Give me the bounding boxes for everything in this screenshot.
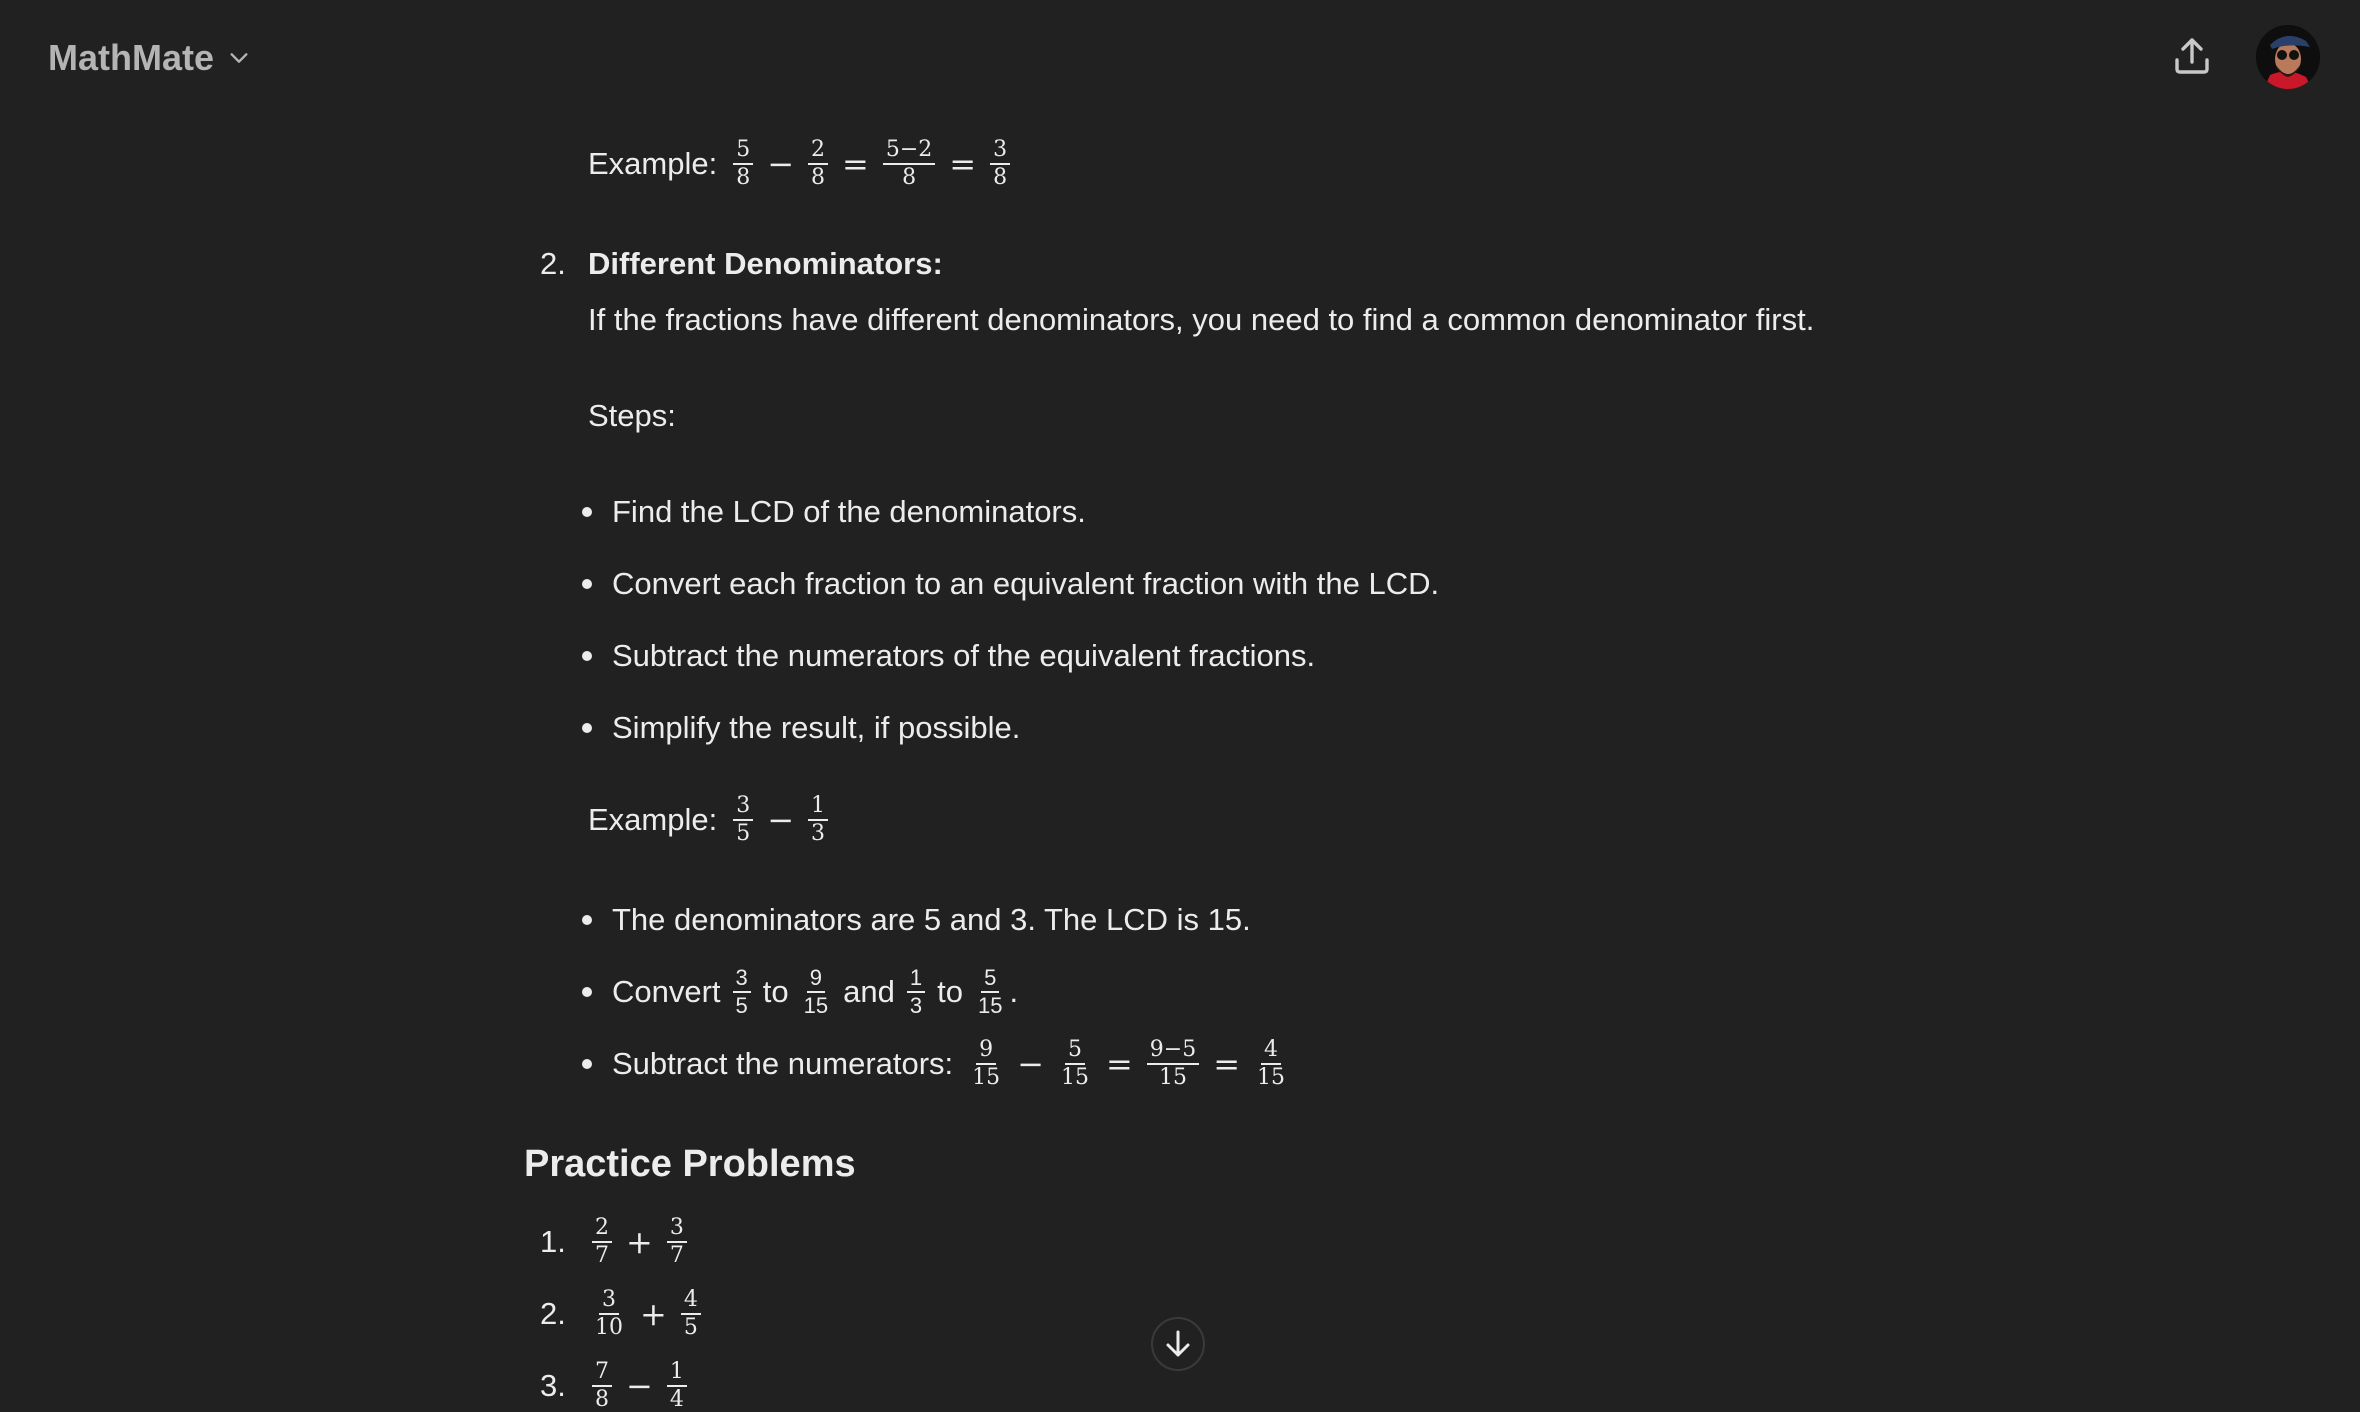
bullet-icon [582, 579, 592, 589]
math-operator: = [842, 145, 869, 183]
denominator: 8 [595, 1387, 609, 1412]
numerator: 1 [667, 1360, 687, 1387]
fraction [733, 966, 751, 1018]
bullet-icon [582, 915, 592, 925]
denominator: 8 [736, 165, 751, 190]
bullet-icon [582, 723, 592, 733]
practice-problem [540, 1216, 691, 1268]
math-expression [965, 1038, 1292, 1090]
bullet-icon [582, 1059, 592, 1069]
denominator: 8 [811, 165, 826, 190]
denominator: 15 [1060, 1065, 1089, 1090]
numerator: 9 [976, 1038, 996, 1065]
word: Convert [612, 974, 721, 1009]
numerator: 3 [733, 794, 753, 821]
fraction [592, 1360, 612, 1412]
fraction [667, 1216, 687, 1268]
step-text: Subtract the numerators: [612, 1046, 954, 1081]
denominator: 15 [1257, 1065, 1286, 1090]
step-text: Subtract the numerators of the equivalent fractions. [612, 638, 1316, 673]
denominator: 7 [669, 1243, 684, 1268]
list-number: 2. [540, 246, 566, 281]
list-item [612, 706, 1020, 750]
numerator: 3 [990, 138, 1010, 165]
user-avatar-image [2256, 25, 2320, 89]
math-operator: = [1213, 1045, 1241, 1083]
denominator: 15 [803, 993, 829, 1018]
math-expression [588, 1360, 691, 1412]
fraction [801, 966, 831, 1018]
numerator: 2 [592, 1216, 612, 1243]
list-item [612, 898, 1251, 942]
numerator: 4 [1261, 1038, 1281, 1065]
example-label: Example: [588, 802, 718, 837]
model-name: MathMate [48, 37, 215, 78]
share-button[interactable] [2166, 30, 2218, 82]
practice-problem [540, 1288, 705, 1340]
fraction [1254, 1038, 1288, 1090]
math-operator: − [767, 145, 795, 183]
practice-problem [540, 1360, 691, 1412]
fraction [592, 1216, 612, 1268]
avatar[interactable] [2256, 25, 2320, 89]
list-item [612, 634, 1315, 678]
scroll-to-bottom-button[interactable] [1151, 1317, 1205, 1371]
list-number: 1. [540, 1224, 566, 1259]
fraction [808, 794, 828, 846]
fraction [667, 1360, 687, 1412]
step-text: Convert each fraction to an equivalent fraction with the LCD. [612, 566, 1440, 601]
step-text: The denominators are 5 and 3. The LCD is 15. [612, 902, 1251, 937]
denominator: 8 [993, 165, 1008, 190]
denominator: 15 [977, 993, 1003, 1018]
fraction [808, 138, 828, 190]
word: to [937, 974, 963, 1009]
word: to [762, 974, 789, 1009]
fraction [990, 138, 1010, 190]
fraction [969, 1038, 1003, 1090]
math-expression [588, 1216, 691, 1268]
bullet-icon [582, 987, 592, 997]
fraction [907, 966, 925, 1018]
denominator: 15 [972, 1065, 1001, 1090]
steps-label-text: Steps: [588, 398, 676, 433]
numerator: 7 [592, 1360, 612, 1387]
step-text: Simplify the result, if possible. [612, 710, 1021, 745]
denominator: 8 [902, 165, 917, 190]
word: and [843, 974, 895, 1009]
denominator: 7 [595, 1243, 609, 1268]
math-expression [729, 794, 832, 846]
fraction [975, 966, 1005, 1018]
section-2-heading [524, 242, 943, 286]
math-expression [729, 138, 1014, 190]
fraction [1147, 1038, 1199, 1090]
numerator: 9−5 [1147, 1038, 1199, 1065]
list-item [612, 562, 1439, 606]
numerator: 4 [681, 1288, 701, 1315]
numerator: 3 [733, 966, 751, 993]
section-title: Different Denominators: [588, 246, 943, 281]
math-operator: − [1017, 1045, 1044, 1083]
arrow-down-icon [1163, 1329, 1193, 1359]
math-expression [588, 1288, 705, 1340]
numerator: 3 [599, 1288, 619, 1315]
denominator: 5 [683, 1315, 698, 1340]
list-item [612, 966, 1018, 1018]
numerator: 9 [807, 966, 825, 993]
denominator: 3 [909, 993, 923, 1018]
bullet-icon [582, 651, 592, 661]
model-selector[interactable] [48, 30, 250, 86]
fraction [733, 138, 753, 190]
bullet-icon [582, 507, 592, 517]
chevron-down-icon [228, 47, 250, 69]
fraction [733, 794, 753, 846]
list-item [612, 1038, 1292, 1090]
math-operator: + [626, 1223, 653, 1261]
list-number: 2. [540, 1296, 566, 1331]
math-operator: − [767, 801, 795, 839]
numerator: 1 [808, 794, 828, 821]
numerator: 5 [733, 138, 753, 165]
math-operator: = [949, 145, 977, 183]
math-operator: − [626, 1367, 653, 1405]
practice-heading [524, 1142, 856, 1186]
math-operator: + [640, 1295, 667, 1333]
denominator: 4 [669, 1387, 684, 1412]
numerator: 2 [808, 138, 828, 165]
example-1 [588, 138, 1014, 190]
list-item [612, 490, 1086, 534]
fraction [1058, 1038, 1092, 1090]
denominator: 5 [735, 993, 748, 1018]
numerator: 1 [907, 966, 925, 993]
math-operator: = [1105, 1045, 1133, 1083]
fraction [883, 138, 935, 190]
fraction [681, 1288, 701, 1340]
top-bar [0, 0, 2360, 116]
denominator: 10 [595, 1315, 623, 1340]
steps-label [588, 394, 676, 438]
fraction [592, 1288, 626, 1340]
denominator: 15 [1159, 1065, 1188, 1090]
heading-text: Practice Problems [524, 1143, 856, 1185]
step-text: Find the LCD of the denominators. [612, 494, 1086, 529]
example-label: Example: [588, 146, 718, 181]
description-text: If the fractions have different denominators, you need to find a common denominator first. [588, 302, 1815, 337]
share-upload-icon [2172, 36, 2212, 76]
numerator: 5 [1065, 1038, 1085, 1065]
list-number: 3. [540, 1368, 566, 1403]
period: . [1009, 974, 1019, 1009]
numerator: 5−2 [883, 138, 935, 165]
numerator: 5 [981, 966, 999, 993]
denominator: 3 [811, 821, 826, 846]
section-description [588, 298, 1814, 342]
denominator: 5 [736, 821, 751, 846]
example-2 [588, 794, 832, 846]
numerator: 3 [667, 1216, 687, 1243]
